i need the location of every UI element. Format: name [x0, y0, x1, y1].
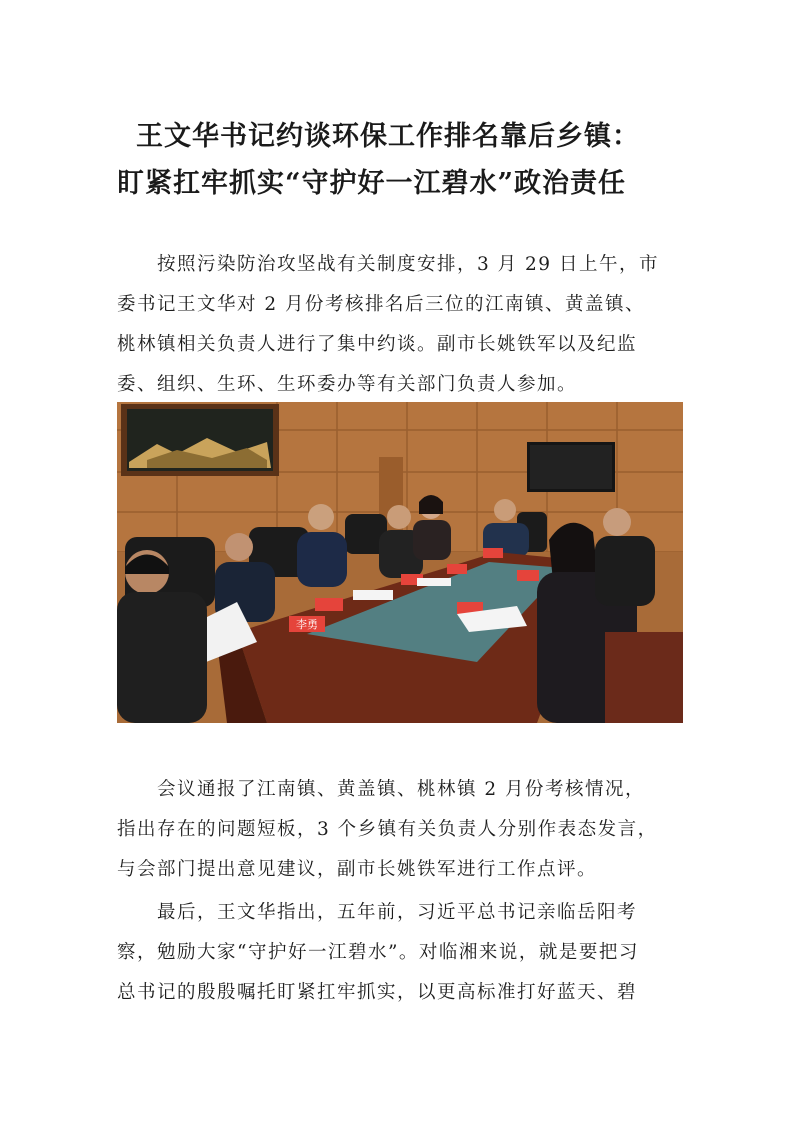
paragraph-line: 最后，王文华指出，五年前，习近平总书记亲临岳阳考: [117, 902, 638, 923]
paragraph-1: [117, 245, 685, 405]
title-line-1: 王文华书记约谈环保工作排名靠后乡镇：: [136, 121, 640, 152]
paragraph-line: 与会部门提出意见建议，副市长姚铁军进行工作点评。: [117, 859, 598, 880]
title-line-2: 盯紧扛牢抓实“守护好一江碧水”政治责任: [117, 168, 627, 199]
paragraph-line: 会议通报了江南镇、黄盖镇、桃林镇 2 月份考核情况，: [117, 779, 646, 800]
paragraph-3: [117, 893, 685, 1013]
paragraph-2: [117, 770, 685, 890]
paragraph-line: 察，勉励大家“守护好一江碧水”。对临湘来说，就是要把习: [117, 942, 639, 963]
paragraph-line: 委书记王文华对 2 月份考核排名后三位的江南镇、黄盖镇、: [117, 294, 646, 315]
paragraph-line: 桃林镇相关负责人进行了集中约谈。副市长姚铁军以及纪监: [117, 334, 638, 355]
paragraph-line: 按照污染防治攻坚战有关制度安排，3 月 29 日上午，市: [117, 254, 659, 275]
meeting-photo-illustration: [117, 402, 683, 723]
meeting-photo: [117, 402, 683, 723]
paragraph-line: 总书记的殷殷嘱托盯紧扛牢抓实，以更高标准打好蓝天、碧: [117, 982, 638, 1003]
name-card-text: 李勇: [296, 618, 318, 631]
paragraph-line: 指出存在的问题短板，3 个乡镇有关负责人分别作表态发言，: [117, 819, 658, 840]
paragraph-line: 委、组织、生环、生环委办等有关部门负责人参加。: [117, 374, 578, 395]
